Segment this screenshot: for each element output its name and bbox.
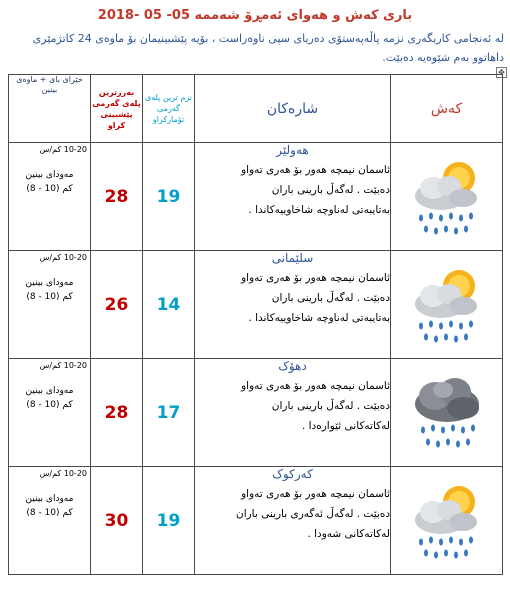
min-temp: 17: [143, 359, 195, 467]
wind-speed: 10-20 کم/س: [39, 469, 87, 478]
wind-speed: 10-20 کم/س: [39, 361, 87, 370]
city-name: دهۆک: [278, 359, 307, 373]
visibility-value: (8 - 10) کم: [26, 184, 73, 194]
city-name: کەرکوک: [272, 467, 313, 481]
table-row: [9, 359, 503, 467]
header-wind-visibility: خێرای بای + ماوەی بینین: [9, 75, 91, 143]
max-temp: 26: [91, 251, 143, 359]
max-temp: 28: [91, 359, 143, 467]
header-kash: کەش: [391, 75, 503, 143]
wind-speed: 10-20 کم/س: [39, 145, 87, 154]
wind-visibility-cell: [9, 467, 91, 575]
forecast-intro: لە ئەنجامی کاریگەری نزمە پاڵەپەستۆی دەریای سپی ناوەراست ، بۆیە پێشبینیمان بۆ ماوەی 24 کاتژمێری داهاتوو بەم شێوەیە دەبێت.: [32, 32, 504, 64]
sun-cloud-rain-icon: [407, 152, 487, 242]
wind-visibility-cell: [9, 359, 91, 467]
forecast-description: [195, 143, 391, 251]
weather-icon-cell: [391, 359, 503, 467]
page-title: باری کەش و هەوای ئەمڕۆ شەممە 05- 05 -2018: [97, 8, 413, 23]
visibility-value: (8 - 10) کم: [26, 508, 73, 518]
forecast-line: دەبێت . لەگەڵ ئەگەری بارینی باران: [235, 508, 390, 520]
visibility-label: مەودای بینین: [25, 278, 74, 288]
forecast-description: [195, 359, 391, 467]
max-temp: 28: [91, 143, 143, 251]
forecast-description: [195, 467, 391, 575]
visibility-value: (8 - 10) کم: [26, 400, 73, 410]
table-row: [9, 143, 503, 251]
forecast-line: لەکاتەکانی ئێوارەدا .: [301, 420, 390, 432]
weather-icon-cell: [391, 467, 503, 575]
weather-icon-cell: [391, 143, 503, 251]
header-cities: شارەکان: [195, 75, 391, 143]
table-row: [9, 467, 503, 575]
city-name: هەولێر: [276, 143, 309, 157]
wind-visibility-cell: [9, 251, 91, 359]
visibility-label: مەودای بینین: [25, 170, 74, 180]
table-header-row: [9, 75, 503, 143]
weather-icon-cell: [391, 251, 503, 359]
wind-speed: 10-20 کم/س: [39, 253, 87, 262]
storm-cloud-rain-icon: [407, 368, 487, 458]
sun-cloud-rain-icon: [407, 476, 487, 566]
forecast-line: بەتایبەتی لەناوچە شاخاوییەکاندا .: [248, 312, 390, 324]
max-temp: 30: [91, 467, 143, 575]
table-row: [9, 251, 503, 359]
header-max-temp: بەرزترین پلەی گەرمی پێشبینی کراو: [91, 75, 143, 143]
forecast-line: دەبێت . لەگەڵ بارینی باران: [271, 184, 390, 196]
forecast-line: بەتایبەتی لەناوچە شاخاوییەکاندا .: [248, 204, 390, 216]
forecast-line: ئاسمان نیمچە هەور بۆ هەری تەواو: [241, 380, 390, 392]
forecast-line: ئاسمان نیمچە هەور بۆ هەری تەواو: [241, 272, 390, 284]
header-min-temp: نزم ترین پلەی گەرمی تۆمارکراو: [143, 75, 195, 143]
forecast-table: [8, 74, 503, 575]
visibility-label: مەودای بینین: [25, 494, 74, 504]
forecast-line: ئاسمان نیمچە هەور بۆ هەری تەواو: [241, 488, 390, 500]
table-move-handle[interactable]: ✥: [496, 67, 507, 78]
forecast-description: [195, 251, 391, 359]
visibility-value: (8 - 10) کم: [26, 292, 73, 302]
sun-cloud-rain-icon: [407, 260, 487, 350]
forecast-line: لەکاتەکانی شەودا .: [307, 528, 390, 540]
wind-visibility-cell: [9, 143, 91, 251]
forecast-line: دەبێت . لەگەڵ بارینی باران: [271, 400, 390, 412]
city-name: سلێمانی: [271, 251, 314, 265]
forecast-line: ئاسمان نیمچە هەور بۆ هەری تەواو: [241, 164, 390, 176]
visibility-label: مەودای بینین: [25, 386, 74, 396]
min-temp: 19: [143, 467, 195, 575]
forecast-line: دەبێت . لەگەڵ بارینی باران: [271, 292, 390, 304]
min-temp: 19: [143, 143, 195, 251]
min-temp: 14: [143, 251, 195, 359]
